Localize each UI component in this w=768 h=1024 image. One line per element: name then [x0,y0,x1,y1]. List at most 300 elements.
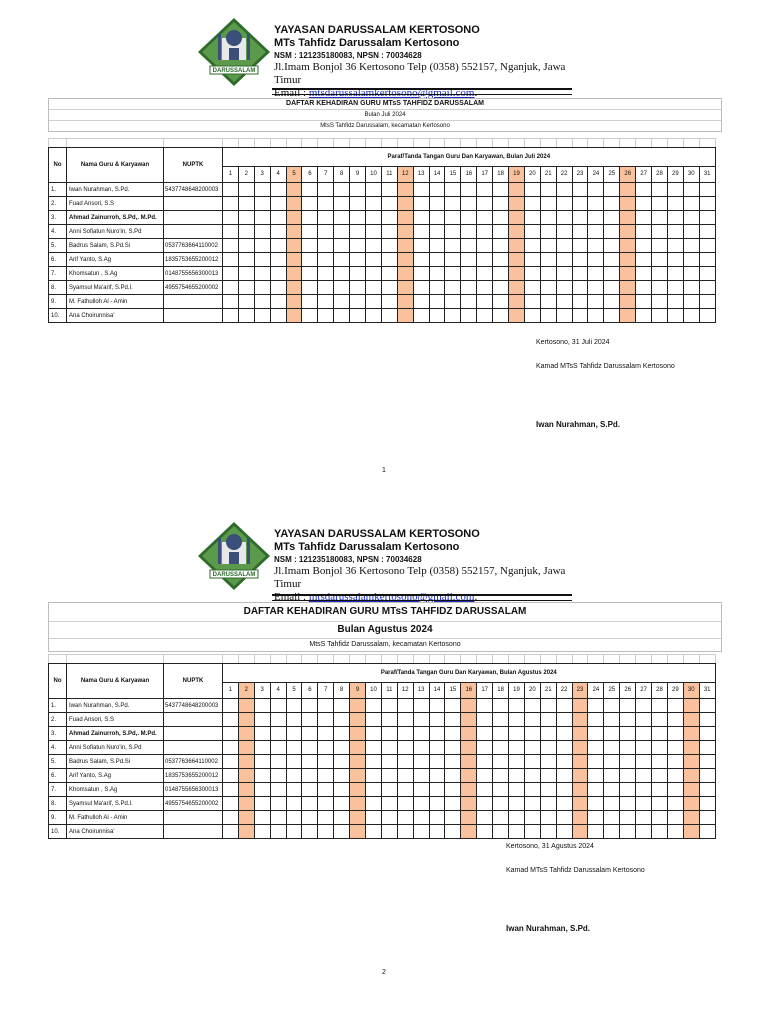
signature-cell[interactable] [366,825,382,839]
signature-cell[interactable] [620,253,636,267]
signature-cell[interactable] [509,239,525,253]
signature-cell[interactable] [667,295,683,309]
signature-cell[interactable] [477,727,493,741]
signature-cell[interactable] [699,811,715,825]
signature-cell[interactable] [604,225,620,239]
signature-cell[interactable] [604,811,620,825]
signature-cell[interactable] [381,281,397,295]
signature-cell[interactable] [397,713,413,727]
signature-cell[interactable] [223,755,239,769]
signature-cell[interactable] [397,769,413,783]
signature-cell[interactable] [397,811,413,825]
signature-cell[interactable] [572,699,588,713]
signature-cell[interactable] [620,699,636,713]
signature-cell[interactable] [524,797,540,811]
signature-cell[interactable] [667,797,683,811]
signature-cell[interactable] [318,239,334,253]
signature-cell[interactable] [509,825,525,839]
signature-cell[interactable] [397,755,413,769]
signature-cell[interactable] [572,197,588,211]
signature-cell[interactable] [524,713,540,727]
signature-cell[interactable] [477,783,493,797]
signature-cell[interactable] [477,699,493,713]
signature-cell[interactable] [667,741,683,755]
signature-cell[interactable] [683,797,699,811]
signature-cell[interactable] [540,741,556,755]
signature-cell[interactable] [350,281,366,295]
signature-cell[interactable] [254,211,270,225]
signature-cell[interactable] [302,239,318,253]
signature-cell[interactable] [477,183,493,197]
signature-cell[interactable] [461,183,477,197]
signature-cell[interactable] [413,783,429,797]
signature-cell[interactable] [397,783,413,797]
signature-cell[interactable] [286,239,302,253]
signature-cell[interactable] [334,267,350,281]
signature-cell[interactable] [493,741,509,755]
signature-cell[interactable] [636,281,652,295]
signature-cell[interactable] [429,197,445,211]
signature-cell[interactable] [238,825,254,839]
signature-cell[interactable] [286,727,302,741]
signature-cell[interactable] [572,783,588,797]
signature-cell[interactable] [413,197,429,211]
signature-cell[interactable] [397,197,413,211]
signature-cell[interactable] [604,755,620,769]
signature-cell[interactable] [524,727,540,741]
signature-cell[interactable] [652,755,668,769]
signature-cell[interactable] [493,183,509,197]
signature-cell[interactable] [620,741,636,755]
signature-cell[interactable] [540,211,556,225]
signature-cell[interactable] [270,797,286,811]
signature-cell[interactable] [620,295,636,309]
signature-cell[interactable] [493,811,509,825]
signature-cell[interactable] [524,811,540,825]
signature-cell[interactable] [254,727,270,741]
signature-cell[interactable] [540,769,556,783]
signature-cell[interactable] [524,253,540,267]
signature-cell[interactable] [223,769,239,783]
signature-cell[interactable] [556,797,572,811]
signature-cell[interactable] [429,755,445,769]
signature-cell[interactable] [572,295,588,309]
signature-cell[interactable] [302,225,318,239]
signature-cell[interactable] [667,225,683,239]
signature-cell[interactable] [699,769,715,783]
signature-cell[interactable] [667,783,683,797]
signature-cell[interactable] [620,239,636,253]
signature-cell[interactable] [524,309,540,323]
signature-cell[interactable] [238,769,254,783]
signature-cell[interactable] [381,769,397,783]
signature-cell[interactable] [620,811,636,825]
signature-cell[interactable] [238,239,254,253]
signature-cell[interactable] [286,211,302,225]
signature-cell[interactable] [652,741,668,755]
signature-cell[interactable] [652,197,668,211]
signature-cell[interactable] [270,727,286,741]
signature-cell[interactable] [509,183,525,197]
signature-cell[interactable] [604,295,620,309]
signature-cell[interactable] [461,769,477,783]
signature-cell[interactable] [556,783,572,797]
signature-cell[interactable] [588,309,604,323]
signature-cell[interactable] [286,197,302,211]
signature-cell[interactable] [286,797,302,811]
signature-cell[interactable] [699,699,715,713]
signature-cell[interactable] [509,699,525,713]
signature-cell[interactable] [413,811,429,825]
signature-cell[interactable] [699,741,715,755]
signature-cell[interactable] [636,211,652,225]
signature-cell[interactable] [604,741,620,755]
signature-cell[interactable] [636,699,652,713]
signature-cell[interactable] [493,797,509,811]
signature-cell[interactable] [334,211,350,225]
signature-cell[interactable] [572,183,588,197]
signature-cell[interactable] [652,713,668,727]
signature-cell[interactable] [477,295,493,309]
signature-cell[interactable] [493,211,509,225]
signature-cell[interactable] [604,281,620,295]
signature-cell[interactable] [493,699,509,713]
signature-cell[interactable] [350,309,366,323]
signature-cell[interactable] [397,797,413,811]
signature-cell[interactable] [270,713,286,727]
signature-cell[interactable] [445,727,461,741]
signature-cell[interactable] [699,797,715,811]
signature-cell[interactable] [540,811,556,825]
signature-cell[interactable] [572,811,588,825]
signature-cell[interactable] [604,699,620,713]
signature-cell[interactable] [366,183,382,197]
signature-cell[interactable] [572,755,588,769]
signature-cell[interactable] [556,309,572,323]
signature-cell[interactable] [397,825,413,839]
signature-cell[interactable] [334,699,350,713]
signature-cell[interactable] [588,769,604,783]
signature-cell[interactable] [699,183,715,197]
signature-cell[interactable] [350,211,366,225]
signature-cell[interactable] [350,183,366,197]
signature-cell[interactable] [667,713,683,727]
email-link[interactable]: mtsdarussalamkertosono@gmail.com [308,87,475,99]
signature-cell[interactable] [636,825,652,839]
signature-cell[interactable] [588,783,604,797]
signature-cell[interactable] [524,239,540,253]
signature-cell[interactable] [461,239,477,253]
signature-cell[interactable] [238,267,254,281]
signature-cell[interactable] [445,769,461,783]
signature-cell[interactable] [223,783,239,797]
signature-cell[interactable] [493,239,509,253]
signature-cell[interactable] [683,755,699,769]
signature-cell[interactable] [620,309,636,323]
signature-cell[interactable] [397,741,413,755]
signature-cell[interactable] [652,783,668,797]
signature-cell[interactable] [509,267,525,281]
signature-cell[interactable] [667,267,683,281]
signature-cell[interactable] [334,309,350,323]
signature-cell[interactable] [318,797,334,811]
signature-cell[interactable] [461,713,477,727]
signature-cell[interactable] [286,769,302,783]
signature-cell[interactable] [588,699,604,713]
signature-cell[interactable] [477,197,493,211]
signature-cell[interactable] [604,797,620,811]
signature-cell[interactable] [445,699,461,713]
signature-cell[interactable] [572,769,588,783]
signature-cell[interactable] [334,811,350,825]
signature-cell[interactable] [350,825,366,839]
signature-cell[interactable] [366,699,382,713]
signature-cell[interactable] [302,197,318,211]
signature-cell[interactable] [604,783,620,797]
signature-cell[interactable] [620,713,636,727]
signature-cell[interactable] [572,727,588,741]
signature-cell[interactable] [350,699,366,713]
signature-cell[interactable] [254,253,270,267]
signature-cell[interactable] [254,183,270,197]
signature-cell[interactable] [636,183,652,197]
signature-cell[interactable] [683,211,699,225]
signature-cell[interactable] [302,769,318,783]
signature-cell[interactable] [286,713,302,727]
signature-cell[interactable] [683,225,699,239]
signature-cell[interactable] [445,797,461,811]
signature-cell[interactable] [556,713,572,727]
signature-cell[interactable] [477,825,493,839]
signature-cell[interactable] [318,197,334,211]
signature-cell[interactable] [413,741,429,755]
signature-cell[interactable] [223,295,239,309]
signature-cell[interactable] [334,783,350,797]
signature-cell[interactable] [381,713,397,727]
signature-cell[interactable] [652,211,668,225]
signature-cell[interactable] [445,197,461,211]
signature-cell[interactable] [540,699,556,713]
signature-cell[interactable] [318,741,334,755]
signature-cell[interactable] [636,727,652,741]
signature-cell[interactable] [461,755,477,769]
signature-cell[interactable] [461,811,477,825]
signature-cell[interactable] [588,811,604,825]
signature-cell[interactable] [699,295,715,309]
signature-cell[interactable] [540,253,556,267]
signature-cell[interactable] [461,783,477,797]
signature-cell[interactable] [350,741,366,755]
signature-cell[interactable] [620,267,636,281]
signature-cell[interactable] [477,267,493,281]
signature-cell[interactable] [509,755,525,769]
signature-cell[interactable] [270,253,286,267]
signature-cell[interactable] [238,253,254,267]
signature-cell[interactable] [318,755,334,769]
signature-cell[interactable] [413,769,429,783]
signature-cell[interactable] [223,309,239,323]
signature-cell[interactable] [556,769,572,783]
signature-cell[interactable] [509,741,525,755]
signature-cell[interactable] [620,211,636,225]
signature-cell[interactable] [509,769,525,783]
signature-cell[interactable] [318,295,334,309]
signature-cell[interactable] [413,755,429,769]
signature-cell[interactable] [350,755,366,769]
signature-cell[interactable] [667,197,683,211]
signature-cell[interactable] [636,197,652,211]
signature-cell[interactable] [556,741,572,755]
signature-cell[interactable] [588,727,604,741]
signature-cell[interactable] [556,811,572,825]
signature-cell[interactable] [238,811,254,825]
signature-cell[interactable] [477,211,493,225]
signature-cell[interactable] [254,811,270,825]
signature-cell[interactable] [286,741,302,755]
signature-cell[interactable] [461,267,477,281]
signature-cell[interactable] [620,225,636,239]
signature-cell[interactable] [413,699,429,713]
signature-cell[interactable] [620,281,636,295]
signature-cell[interactable] [524,741,540,755]
signature-cell[interactable] [429,281,445,295]
signature-cell[interactable] [493,197,509,211]
signature-cell[interactable] [445,253,461,267]
signature-cell[interactable] [270,755,286,769]
signature-cell[interactable] [254,769,270,783]
signature-cell[interactable] [366,713,382,727]
signature-cell[interactable] [270,183,286,197]
signature-cell[interactable] [636,811,652,825]
signature-cell[interactable] [477,797,493,811]
signature-cell[interactable] [477,281,493,295]
signature-cell[interactable] [445,239,461,253]
signature-cell[interactable] [699,239,715,253]
signature-cell[interactable] [652,769,668,783]
signature-cell[interactable] [620,755,636,769]
signature-cell[interactable] [461,699,477,713]
signature-cell[interactable] [493,825,509,839]
signature-cell[interactable] [699,727,715,741]
signature-cell[interactable] [413,797,429,811]
signature-cell[interactable] [477,713,493,727]
signature-cell[interactable] [509,727,525,741]
signature-cell[interactable] [699,211,715,225]
signature-cell[interactable] [699,267,715,281]
signature-cell[interactable] [350,197,366,211]
signature-cell[interactable] [270,783,286,797]
signature-cell[interactable] [636,267,652,281]
signature-cell[interactable] [636,225,652,239]
signature-cell[interactable] [620,197,636,211]
signature-cell[interactable] [350,797,366,811]
signature-cell[interactable] [588,197,604,211]
signature-cell[interactable] [318,811,334,825]
signature-cell[interactable] [699,783,715,797]
signature-cell[interactable] [493,783,509,797]
signature-cell[interactable] [588,295,604,309]
signature-cell[interactable] [429,699,445,713]
signature-cell[interactable] [381,225,397,239]
signature-cell[interactable] [461,295,477,309]
signature-cell[interactable] [588,281,604,295]
signature-cell[interactable] [604,727,620,741]
signature-cell[interactable] [509,783,525,797]
signature-cell[interactable] [238,699,254,713]
signature-cell[interactable] [445,741,461,755]
signature-cell[interactable] [302,727,318,741]
signature-cell[interactable] [429,225,445,239]
signature-cell[interactable] [604,713,620,727]
signature-cell[interactable] [302,309,318,323]
signature-cell[interactable] [238,741,254,755]
signature-cell[interactable] [683,253,699,267]
signature-cell[interactable] [445,309,461,323]
signature-cell[interactable] [397,699,413,713]
signature-cell[interactable] [445,811,461,825]
signature-cell[interactable] [652,239,668,253]
signature-cell[interactable] [429,267,445,281]
signature-cell[interactable] [254,741,270,755]
signature-cell[interactable] [699,281,715,295]
signature-cell[interactable] [699,755,715,769]
signature-cell[interactable] [413,825,429,839]
signature-cell[interactable] [381,825,397,839]
signature-cell[interactable] [667,281,683,295]
signature-cell[interactable] [461,197,477,211]
signature-cell[interactable] [445,713,461,727]
signature-cell[interactable] [238,797,254,811]
signature-cell[interactable] [366,769,382,783]
signature-cell[interactable] [699,225,715,239]
signature-cell[interactable] [445,755,461,769]
signature-cell[interactable] [493,281,509,295]
signature-cell[interactable] [270,239,286,253]
signature-cell[interactable] [461,797,477,811]
signature-cell[interactable] [477,253,493,267]
signature-cell[interactable] [588,225,604,239]
signature-cell[interactable] [588,239,604,253]
signature-cell[interactable] [588,253,604,267]
signature-cell[interactable] [413,183,429,197]
signature-cell[interactable] [540,281,556,295]
signature-cell[interactable] [540,183,556,197]
signature-cell[interactable] [493,295,509,309]
signature-cell[interactable] [334,755,350,769]
signature-cell[interactable] [652,811,668,825]
signature-cell[interactable] [397,267,413,281]
signature-cell[interactable] [318,183,334,197]
signature-cell[interactable] [429,211,445,225]
signature-cell[interactable] [604,267,620,281]
signature-cell[interactable] [334,183,350,197]
signature-cell[interactable] [604,211,620,225]
signature-cell[interactable] [413,295,429,309]
signature-cell[interactable] [461,741,477,755]
signature-cell[interactable] [429,727,445,741]
signature-cell[interactable] [683,295,699,309]
signature-cell[interactable] [429,713,445,727]
signature-cell[interactable] [270,699,286,713]
signature-cell[interactable] [286,225,302,239]
signature-cell[interactable] [683,783,699,797]
signature-cell[interactable] [461,225,477,239]
signature-cell[interactable] [318,281,334,295]
signature-cell[interactable] [223,183,239,197]
signature-cell[interactable] [588,741,604,755]
signature-cell[interactable] [683,281,699,295]
signature-cell[interactable] [350,225,366,239]
